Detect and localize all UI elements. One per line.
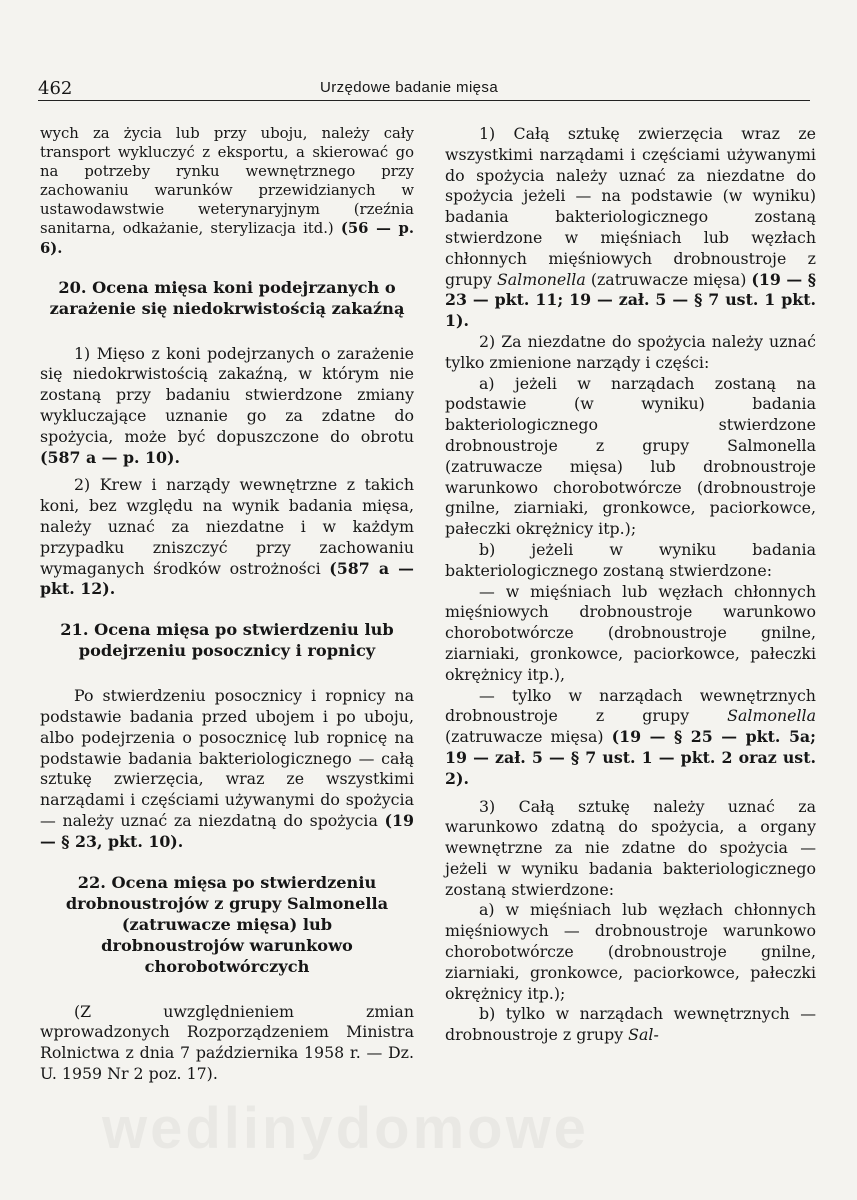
left-column xyxy=(40,124,414,1085)
paragraph-22-note: (Z uwzględnieniem zmian wprowadzonych Rozporządzeniem Ministra Rolnictwa z dnia 7 października 1958 r. — Dz. U. 1959 Nr 2 poz. 17). xyxy=(40,1001,414,1083)
continued-paragraph: wych za życia lub przy uboju, należy cały transport wykluczyć z eksportu, a skierować go na potrzeby rynku wewnętrznego przy zachowaniu warunków przewidzianych w ustawodawstwie weterynaryjnym (rzeźnia sanitarna, odkażanie, sterylizacja itd.) (56 — p. 6). xyxy=(40,125,414,257)
paragraph-20-1: 1) Mięso z koni podejrzanych o zarażenie się niedokrwistością zakaźną, w którym nie zostaną przy badaniu stwierdzone zmiany wykluczające uznanie go za zdatne do spożycia, może być dopuszczone do obrotu (587 a — p. 10). xyxy=(40,343,414,467)
paragraph-22-2: 2) Za niezdatne do spożycia należy uznać tylko zmienione narządy i części: xyxy=(445,331,816,372)
paragraph-21: Po stwierdzeniu posocznicy i ropnicy na podstawie badania przed ubojem i po uboju, albo podejrzenia o posocznicę lub ropnicę na podstawie badania bakteriologicznego — całą sztukę zwierzęcia, wraz ze wszystkimi narządami i częściami używanymi do spożycia — należy uznać za niezdatną do spożycia (19 — § 23, pkt. 10). xyxy=(40,686,414,851)
paragraph-22-2a: a) jeżeli w narządach zostaną na podstawie (w wyniku) badania bakteriologicznego stwierdzone drobnoustroje z grupy Salmonella (zatruwacze mięsa) lub drobnoustroje warunkowo chorobotwórcze (drobnoustroje gnilne, ziarniaki, gronkowce, paciorkowce, pałeczki okrężnicy itp.); xyxy=(445,373,816,539)
section-heading-20: 20. Ocena mięsa koni podejrzanych o zarażenie się niedokrwistością zakaźną xyxy=(49,277,405,318)
paragraph-22-2b-dash-1: — w mięśniach lub węzłach chłonnych mięśniowych drobnoustroje warunkowo chorobotwórcze (drobnoustroje gnilne, ziarniaki, gronkowce, paciorkowce, pałeczki okrężnicy itp.), xyxy=(445,581,816,684)
paragraph-22-3a: a) w mięśniach lub węzłach chłonnych mięśniowych — drobnoustroje warunkowo chorobotwórcze (drobnoustroje gnilne, ziarniaki, gronkowce, paciorkowce, pałeczki okrężnicy itp.); xyxy=(445,900,816,1003)
paragraph-22-2b-dash-2: — tylko w narządach wewnętrznych drobnoustroje z grupy Salmonella (zatruwacze mięsa) (19 — § 25 — pkt. 5a; 19 — zał. 5 — § 7 ust. 1 — pkt. 2 oraz ust. 2). xyxy=(445,685,816,788)
section-heading-22: 22. Ocena mięsa po stwierdzeniu drobnoustrojów z grupy Salmonella (zatruwacze mięsa) lub drobnoustrojów warunkowo chorobotwórczych xyxy=(65,872,389,976)
section-heading-21: 21. Ocena mięsa po stwierdzeniu lub podejrzeniu posocznicy i ropnicy xyxy=(60,620,394,661)
paragraph-22-1: 1) Całą sztukę zwierzęcia wraz ze wszystkimi narządami i częściami używanymi do spożycia należy uznać za niezdatne do spożycia jeżeli — na podstawie (w wyniku) badania bakteriologicznego zostaną stwierdzone w mięśniach lub węzłach chłonnych mięśniowych drobnoustroje z grupy Salmonella (zatruwacze mięsa) (19 — § 23 — pkt. 11; 19 — zał. 5 — § 7 ust. 1 pkt. 1). xyxy=(445,124,816,331)
page-header xyxy=(38,74,810,102)
page-number: 462 xyxy=(38,78,73,99)
right-column xyxy=(445,124,816,1046)
background-watermark xyxy=(102,1095,589,1162)
paragraph-22-3: 3) Całą sztukę należy uznać za warunkowo zdatną do spożycia, a organy wewnętrzne za nie zdatne do spożycia — jeżeli w wyniku badania bakteriologicznego zostaną stwierdzone: xyxy=(445,796,816,899)
paragraph-20-2: 2) Krew i narządy wewnętrzne z takich koni, bez względu na wynik badania mięsa, należy uznać za niezdatne i w każdym przypadku zniszczyć przy zachowaniu wymaganych środków ostrożności (587 a — pkt. 12). xyxy=(40,475,414,599)
paragraph-22-2b: b) jeżeli w wyniku badania bakteriologicznego zostaną stwierdzone: xyxy=(445,539,816,580)
header-rule xyxy=(38,100,810,101)
paragraph-22-3b: b) tylko w narządach wewnętrznych — drobnoustroje z grupy Sal- xyxy=(445,1004,816,1045)
running-title: Urzędowe badanie mięsa xyxy=(320,79,499,96)
